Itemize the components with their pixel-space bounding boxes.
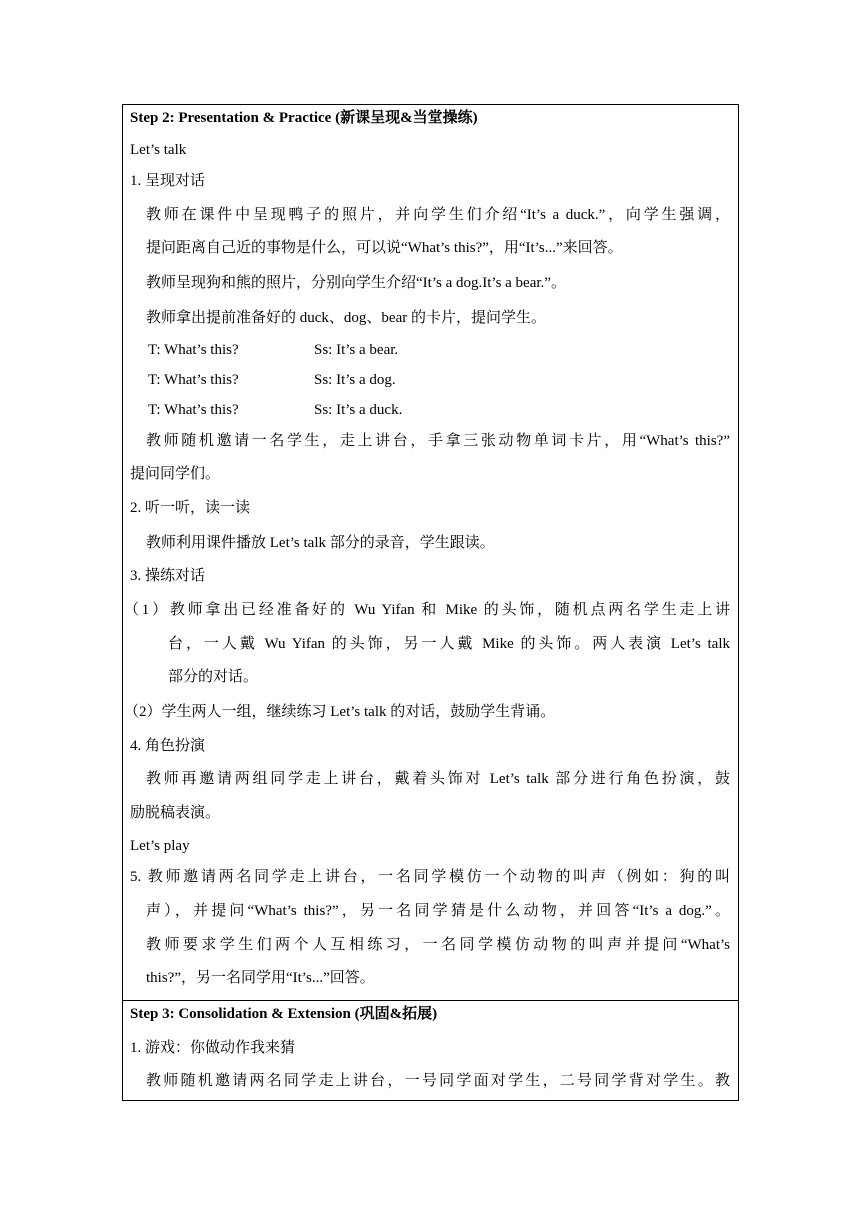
- row-divider: [123, 1000, 738, 1001]
- section-1-title: 1. 游戏：你做动作我来猜: [130, 1040, 296, 1056]
- paragraph-line: 5. 教师邀请两名同学走上讲台，一名同学模仿一个动物的叫声（例如：狗的叫: [130, 869, 730, 885]
- paragraph-line: 教师拿出提前准备好的 duck、dog、bear 的卡片，提问学生。: [146, 310, 546, 326]
- paragraph-line: 教师再邀请两组同学走上讲台，戴着头饰对 Let’s talk 部分进行角色扮演，鼓: [146, 771, 730, 787]
- dialog-students-line: Ss: It’s a duck.: [314, 402, 403, 418]
- step2-heading: Step 2: Presentation & Practice (新课呈现&当堂操练): [130, 110, 478, 126]
- dialog-teacher-line: T: What’s this?: [148, 342, 239, 358]
- section-4-title: 4. 角色扮演: [130, 738, 206, 754]
- paragraph-line: 声），并提问“What’s this?”，另一名同学猜是什么动物，并回答“It’s a dog.”。: [146, 903, 730, 919]
- section-1-title: 1. 呈现对话: [130, 173, 206, 189]
- list-item-line: 台，一人戴 Wu Yifan 的头饰，另一人戴 Mike 的头饰。两人表演 Let’s talk: [168, 636, 730, 652]
- step3-heading: Step 3: Consolidation & Extension (巩固&拓展): [130, 1006, 438, 1022]
- dialog-students-line: Ss: It’s a dog.: [314, 372, 396, 388]
- paragraph-line: 励脱稿表演。: [130, 805, 221, 821]
- paragraph-line: 教师要求学生们两个人互相练习，一名同学模仿动物的叫声并提问“What’s: [146, 937, 730, 953]
- dialog-students-line: Ss: It’s a bear.: [314, 342, 399, 358]
- paragraph-line: 教师在课件中呈现鸭子的照片，并向学生们介绍“It’s a duck.”，向学生强调，: [146, 207, 730, 223]
- paragraph-line: 教师利用课件播放 Let’s talk 部分的录音，学生跟读。: [146, 535, 495, 551]
- lets-play-subheading: Let’s play: [130, 838, 190, 854]
- list-item-line: （2）学生两人一组，继续练习 Let’s talk 的对话，鼓励学生背诵。: [124, 704, 556, 720]
- paragraph-line: 教师随机邀请两名同学走上讲台，一号同学面对学生，二号同学背对学生。教: [146, 1073, 730, 1089]
- dialog-teacher-line: T: What’s this?: [148, 372, 239, 388]
- list-item-line: 部分的对话。: [168, 669, 259, 685]
- section-2-title: 2. 听一听，读一读: [130, 500, 251, 516]
- paragraph-line: 教师呈现狗和熊的照片，分别向学生介绍“It’s a dog.It’s a bear.”。: [146, 275, 566, 291]
- list-item-line: （1）教师拿出已经准备好的 Wu Yifan 和 Mike 的头饰，随机点两名学生走上讲: [124, 602, 730, 618]
- dialog-teacher-line: T: What’s this?: [148, 402, 239, 418]
- paragraph-line: 教师随机邀请一名学生，走上讲台，手拿三张动物单词卡片，用“What’s this?”: [146, 433, 730, 449]
- lets-talk-subheading: Let’s talk: [130, 142, 187, 158]
- paragraph-line: 提问距离自己近的事物是什么，可以说“What’s this?”，用“It’s...”来回答。: [146, 240, 623, 256]
- paragraph-line: this?”，另一名同学用“It’s...”回答。: [146, 970, 375, 986]
- paragraph-line: 提问同学们。: [130, 466, 221, 482]
- section-3-title: 3. 操练对话: [130, 568, 206, 584]
